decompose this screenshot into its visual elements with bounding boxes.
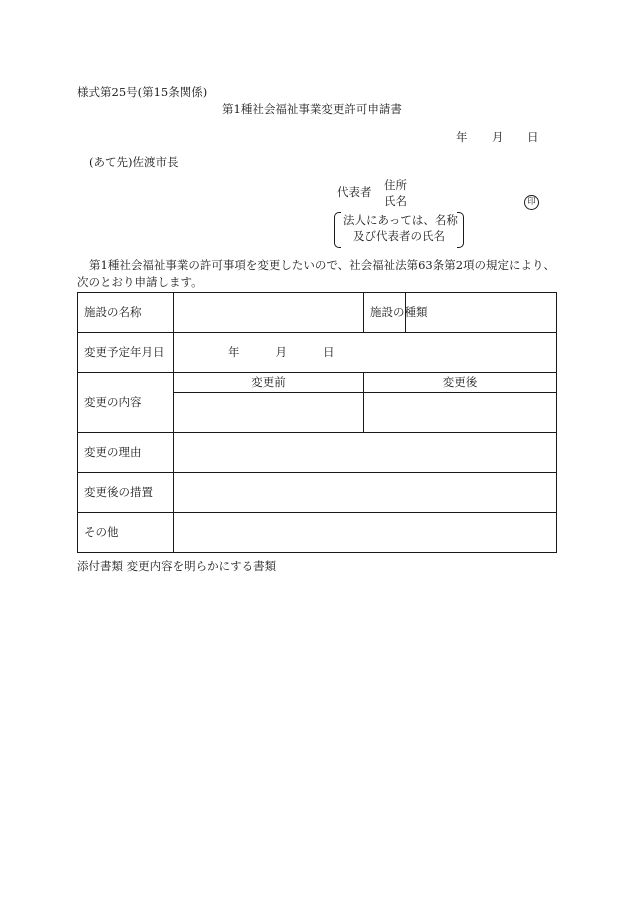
other-label: その他 [78, 513, 174, 553]
after-change-header: 変更後 [364, 373, 557, 393]
reason-row [78, 433, 557, 473]
planned-date-row [78, 333, 557, 373]
form-number: 様式第25号(第15条関係) [77, 85, 208, 99]
change-content-label: 変更の内容 [78, 373, 174, 433]
planned-date-year: 年 [228, 345, 240, 360]
left-bracket [334, 212, 341, 248]
attachments-note: 添付書類 変更内容を明らかにする書類 [77, 559, 277, 573]
facility-row [78, 293, 557, 333]
change-content-header-row [78, 373, 557, 393]
document-title: 第1種社会福祉事業変更許可申請書 [222, 102, 402, 116]
measures-row [78, 473, 557, 513]
planned-date-month: 月 [275, 345, 287, 360]
corporation-note [334, 212, 464, 246]
before-change-field[interactable] [174, 393, 364, 433]
before-change-header: 変更前 [174, 373, 364, 393]
application-table [77, 292, 557, 553]
facility-type-label: 施設の種類 [364, 293, 406, 333]
corporation-note-line1: 法人にあっては、名称 [343, 213, 458, 227]
date-year-label: 年 [456, 130, 468, 144]
after-change-field[interactable] [364, 393, 557, 433]
reason-field[interactable] [174, 433, 557, 473]
seal-icon: 印 [524, 195, 539, 210]
date-month-label: 月 [492, 130, 504, 144]
facility-name-field[interactable] [174, 293, 364, 333]
representative-label: 代表者 [337, 185, 372, 199]
planned-date-field[interactable] [174, 333, 557, 373]
planned-date-day: 日 [323, 345, 335, 360]
other-row [78, 513, 557, 553]
other-field[interactable] [174, 513, 557, 553]
measures-field[interactable] [174, 473, 557, 513]
address-label: 住所 [384, 178, 407, 192]
reason-label: 変更の理由 [78, 433, 174, 473]
corporation-note-line2: 及び代表者の氏名 [353, 229, 445, 243]
facility-type-field[interactable] [406, 293, 557, 333]
addressee: (あて先)佐渡市長 [89, 155, 179, 169]
body-text-line2: 次のとおり申請します。 [77, 275, 203, 289]
measures-label: 変更後の措置 [78, 473, 174, 513]
seal-mark [524, 193, 539, 210]
name-label: 氏名 [384, 194, 407, 208]
date-day-label: 日 [527, 130, 539, 144]
planned-date-label: 変更予定年月日 [78, 333, 174, 373]
body-text-line1: 第1種社会福祉事業の許可事項を変更したいので、社会福祉法第63条第2項の規定により、 [89, 258, 556, 272]
right-bracket [457, 212, 464, 248]
facility-name-label: 施設の名称 [78, 293, 174, 333]
